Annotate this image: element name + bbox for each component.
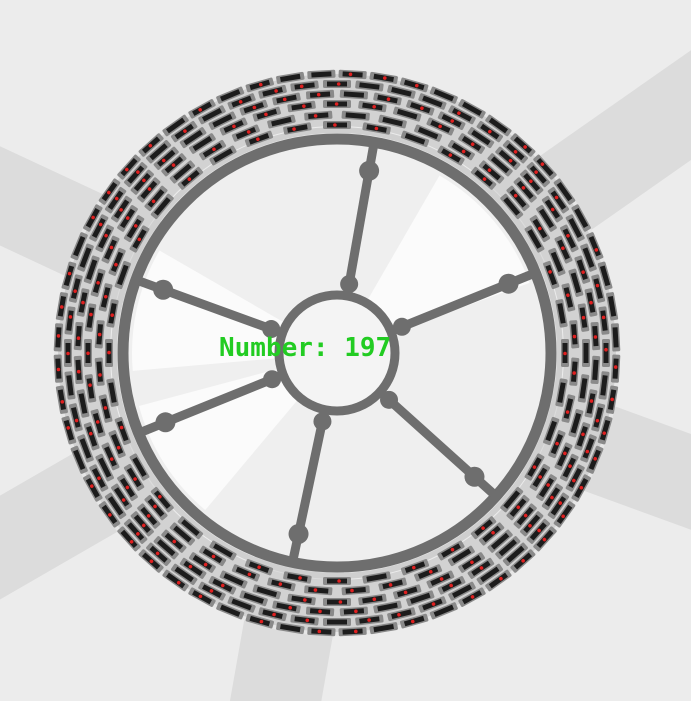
cell <box>602 339 610 367</box>
spoke-joint <box>289 524 309 544</box>
spoke-joint <box>340 275 358 293</box>
cell <box>323 100 351 108</box>
cell <box>64 339 72 367</box>
spoke-joint <box>153 280 173 300</box>
cell-marker <box>66 352 70 356</box>
cell <box>323 618 351 626</box>
cell <box>611 323 621 351</box>
spoke-joint <box>499 274 519 294</box>
cell-core <box>604 343 609 363</box>
spoke-joint <box>155 412 175 432</box>
cell-marker <box>337 579 341 583</box>
cell-core <box>327 123 347 128</box>
cell <box>582 339 590 367</box>
spoke-joint <box>313 412 331 430</box>
cell-marker <box>337 82 341 86</box>
cell <box>338 70 366 80</box>
cell-marker <box>339 600 343 604</box>
cell <box>561 339 569 367</box>
cell <box>105 339 113 367</box>
cell-marker <box>604 348 608 352</box>
cell <box>338 627 366 637</box>
cell <box>84 339 92 367</box>
cell-marker <box>335 102 339 106</box>
spoke-joint <box>359 161 379 181</box>
cell <box>307 70 335 80</box>
cell-core <box>584 343 589 363</box>
cell-core <box>327 579 347 584</box>
cell <box>307 627 335 637</box>
cell-marker <box>333 123 337 127</box>
cell-marker <box>563 352 567 356</box>
count-label <box>219 333 391 363</box>
cell-marker <box>107 351 111 355</box>
cell-marker <box>86 352 90 356</box>
spoke-joint <box>464 467 484 487</box>
cell-core <box>327 600 347 605</box>
cell <box>54 323 64 351</box>
count-value: 197 <box>344 333 392 363</box>
cell <box>323 80 351 88</box>
cell <box>323 121 351 129</box>
cell <box>323 598 351 606</box>
cell-core <box>327 620 347 625</box>
cell <box>611 354 621 382</box>
cell <box>323 577 351 585</box>
cell <box>54 354 64 382</box>
count-prefix: Number: <box>219 333 329 363</box>
